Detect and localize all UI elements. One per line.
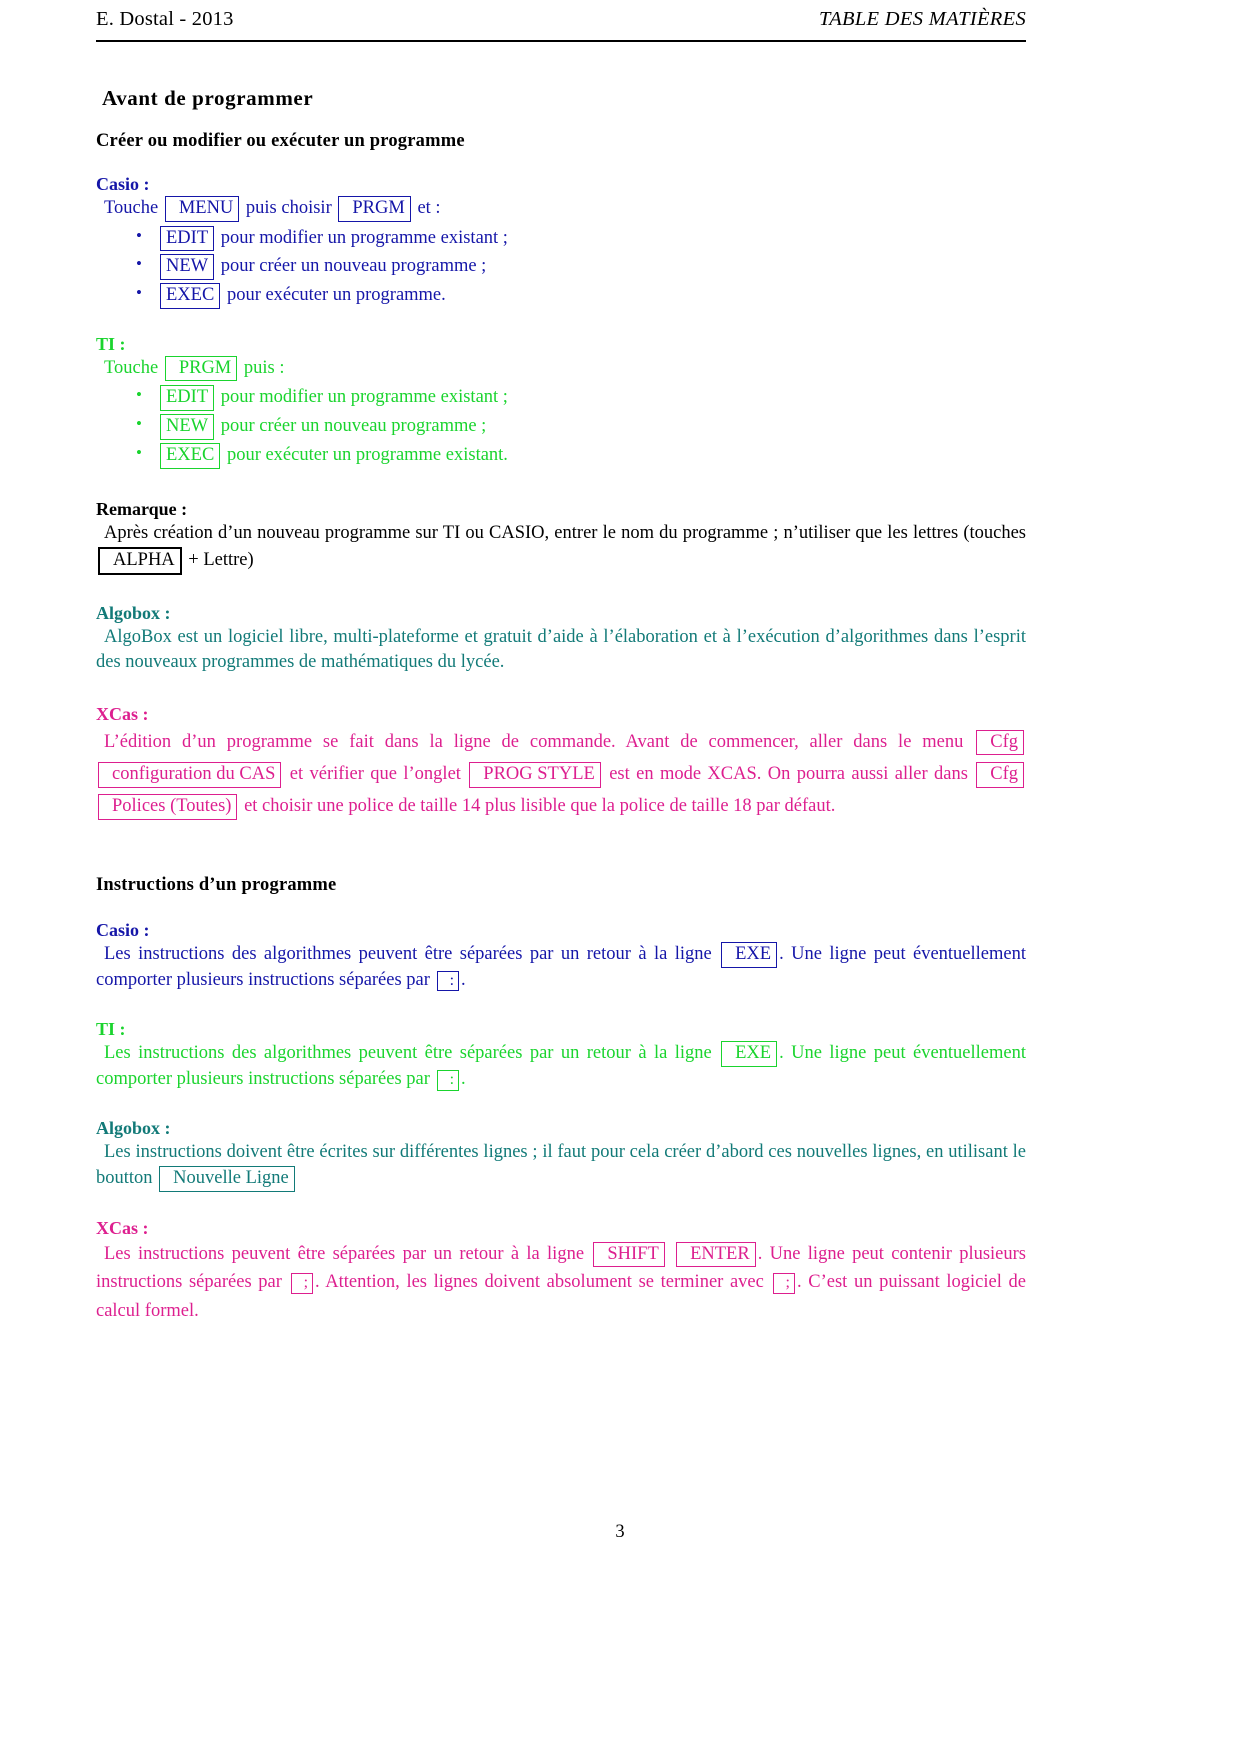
xcas2-text-d: . C’est un puissant logiciel de calcul formel.: [96, 1272, 1026, 1321]
key-prgm-box[interactable]: PRGM: [338, 196, 410, 222]
casio-lead-c: et :: [417, 198, 441, 218]
xcas-text-a: L’édition d’un programme se fait dans la ligne de commande. Avant de commencer, aller dans le menu: [104, 731, 964, 752]
heading-algobox-2: Algobox :: [96, 1118, 171, 1139]
menu-cfg-box[interactable]: Cfg: [976, 730, 1024, 756]
heading-algobox-1: Algobox :: [96, 602, 171, 623]
xcas-paragraph-1: [96, 726, 1026, 823]
page-number: 3: [615, 1522, 625, 1542]
heading-casio-2: Casio :: [96, 919, 150, 940]
ti-key-list: [96, 383, 1026, 469]
key-exe-box[interactable]: EXE: [721, 942, 777, 968]
ti-text-b: . Une ligne peut éventuellement comporter plusieurs instructions séparées par: [96, 1043, 1026, 1089]
xcas-paragraph-2: [96, 1240, 1026, 1326]
algobox-paragraph-2: [96, 1140, 1026, 1191]
list-item: [96, 412, 1026, 441]
casio-text-b: . Une ligne peut éventuellement comporter plusieurs instructions séparées par: [96, 943, 1026, 990]
key-colon-box[interactable]: :: [437, 971, 459, 992]
heading-xcas-2: XCas :: [96, 1217, 149, 1238]
ti-lead-a: Touche: [104, 357, 159, 378]
key-exec-box[interactable]: EXEC: [160, 283, 220, 309]
key-alpha-box[interactable]: ALPHA: [98, 547, 182, 575]
xcas-text-d: et choisir une police de taille 14 plus lisible que la police de taille 18 par défaut.: [244, 796, 836, 817]
key-colon-box[interactable]: :: [437, 1070, 459, 1091]
xcas2-text-a: Les instructions peuvent être séparées par un retour à la ligne: [104, 1243, 585, 1264]
header-running-title: TABLE DES MATIÈRES: [819, 8, 1026, 30]
page-content: [96, 72, 1026, 1326]
list-item-label: pour exécuter un programme.: [226, 285, 446, 306]
header-rule: [96, 40, 1026, 42]
list-item-label: pour créer un nouveau programme ;: [220, 256, 487, 277]
header-author: E. Dostal - 2013: [96, 8, 234, 30]
algobox-paragraph-1: AlgoBox est un logiciel libre, multi-plateforme et gratuit d’aide à l’élaboration et à l’exécution d’algorithmes dans l’esprit des nouveaux programmes de mathématiques du lycée.: [96, 626, 1026, 673]
xcas2-text-c: . Attention, les lignes doivent absolument se terminer avec: [315, 1272, 764, 1293]
ti-paragraph-2: [96, 1041, 1026, 1092]
key-edit-box[interactable]: EDIT: [160, 385, 214, 411]
ti-lead-b: puis :: [243, 357, 285, 378]
heading-remarque: Remarque :: [96, 499, 188, 520]
casio-intro-line: [96, 196, 1026, 222]
tab-prog-style-box[interactable]: PROG STYLE: [469, 762, 601, 788]
list-item: [96, 383, 1026, 412]
key-exec-box[interactable]: EXEC: [160, 443, 220, 469]
subsection-title-creer-modifier-executer: Créer ou modifier ou exécuter un programme: [96, 131, 465, 151]
list-item: [96, 441, 1026, 470]
list-item: [96, 252, 1026, 281]
key-semicolon-box[interactable]: ;: [773, 1273, 795, 1294]
page-header: [96, 8, 1026, 31]
casio-key-list: [96, 224, 1026, 310]
xcas2-text-b: . Une ligne peut contenir plusieurs instructions séparées par: [96, 1243, 1027, 1293]
key-new-box[interactable]: NEW: [160, 254, 214, 280]
remarque-paragraph: [96, 521, 1026, 574]
casio-text-c: .: [461, 969, 466, 990]
key-edit-box[interactable]: EDIT: [160, 226, 214, 252]
list-item-label: pour exécuter un programme existant.: [226, 444, 508, 465]
ti-text-c: .: [461, 1068, 466, 1089]
list-item-label: pour modifier un programme existant ;: [220, 227, 508, 248]
menu-polices-toutes-box[interactable]: Polices (Toutes): [98, 794, 237, 820]
heading-xcas-1: XCas :: [96, 703, 149, 724]
heading-ti-2: TI :: [96, 1019, 126, 1040]
heading-ti-1: TI :: [96, 333, 126, 354]
casio-paragraph-2: [96, 942, 1026, 993]
casio-lead-a: Touche: [104, 198, 159, 218]
remarque-text-b: + Lettre): [188, 549, 254, 570]
key-menu-box[interactable]: MENU: [165, 196, 239, 222]
list-item: [96, 224, 1026, 253]
xcas-text-c: est en mode XCAS. On pourra aussi aller dans: [609, 764, 968, 785]
ti-intro-line: [96, 356, 1026, 382]
xcas-text-b: et vérifier que l’onglet: [289, 764, 461, 785]
list-item: [96, 281, 1026, 310]
section-title-avant-de-programmer: Avant de programmer: [102, 86, 314, 110]
key-exe-box[interactable]: EXE: [721, 1041, 777, 1067]
algobox-text-a: Les instructions doivent être écrites sur différentes lignes ; il faut pour cela créer d’abord ces nouvelles lignes, en utilisant le boutton: [96, 1142, 1026, 1188]
key-new-box[interactable]: NEW: [160, 414, 214, 440]
menu-cfg-box[interactable]: Cfg: [976, 762, 1024, 788]
key-enter-box[interactable]: ENTER: [676, 1242, 756, 1268]
list-item-label: pour créer un nouveau programme ;: [220, 416, 487, 437]
casio-text-a: Les instructions des algorithmes peuvent être séparées par un retour à la ligne: [104, 943, 712, 964]
menu-configuration-du-cas-box[interactable]: configuration du CAS: [98, 762, 281, 788]
button-nouvelle-ligne-box[interactable]: Nouvelle Ligne: [159, 1166, 295, 1192]
key-prgm-box[interactable]: PRGM: [165, 356, 237, 382]
list-item-label: pour modifier un programme existant ;: [220, 387, 508, 408]
casio-lead-b: puis choisir: [245, 198, 332, 218]
subsection-title-instructions: Instructions d’un programme: [96, 874, 337, 895]
remarque-text-a: Après création d’un nouveau programme sur TI ou CASIO, entrer le nom du programme ; n’utiliser que les lettres (touches: [104, 523, 1026, 544]
ti-text-a: Les instructions des algorithmes peuvent être séparées par un retour à la ligne: [104, 1043, 712, 1064]
key-semicolon-box[interactable]: ;: [291, 1273, 313, 1294]
key-shift-box[interactable]: SHIFT: [593, 1242, 664, 1268]
heading-casio-1: Casio :: [96, 174, 150, 194]
